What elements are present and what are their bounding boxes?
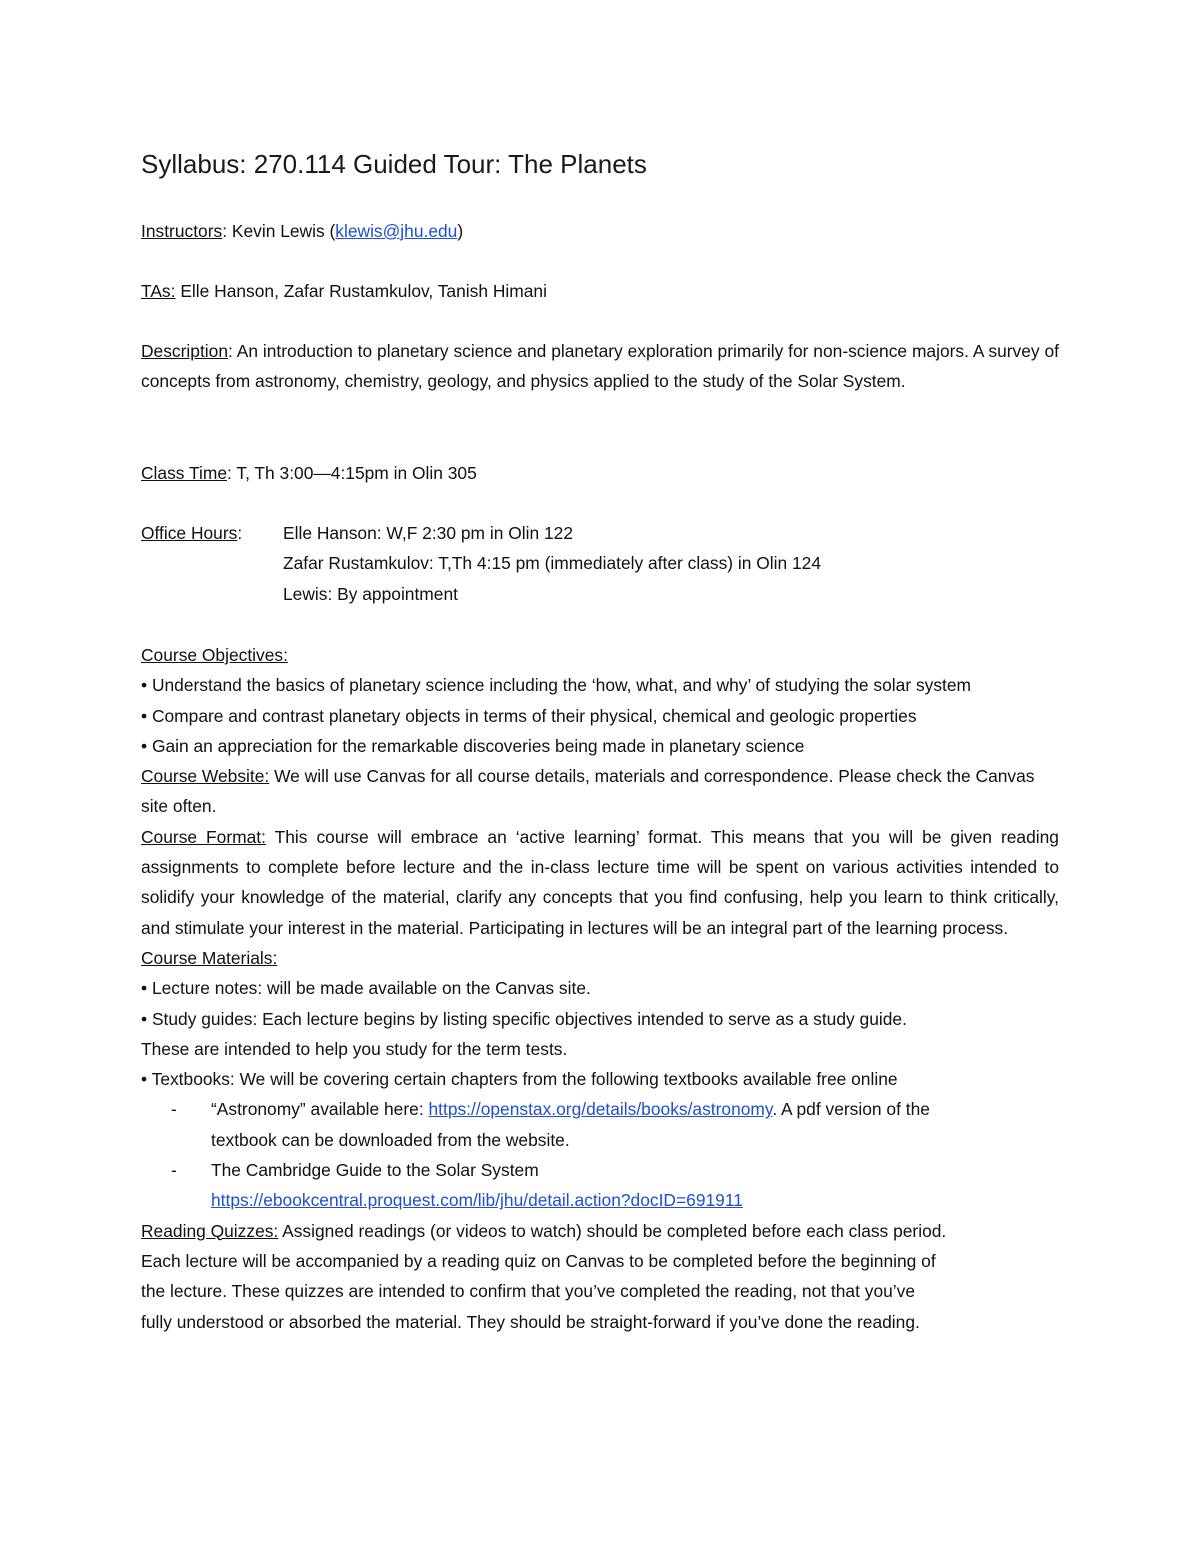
- objective-item: • Gain an appreciation for the remarkable discoveries being made in planetary science: [141, 735, 805, 756]
- office-hours-line: Elle Hanson: W,F 2:30 pm in Olin 122: [283, 523, 573, 543]
- textbook-2-title: The Cambridge Guide to the Solar System: [211, 1160, 539, 1181]
- textbook-item: [141, 1094, 1059, 1155]
- description-label: Description: [141, 341, 228, 361]
- instructor-name: Kevin Lewis: [231, 221, 325, 241]
- tas-line: [141, 276, 1059, 306]
- quizzes-line: Assigned readings (or videos to watch) should be completed before each class period.: [282, 1220, 947, 1241]
- quizzes-line: Each lecture will be accompanied by a reading quiz on Canvas to be completed before the beginning of: [141, 1250, 936, 1271]
- quizzes-line: the lecture. These quizzes are intended to confirm that you’ve completed the reading, not that you’ve: [141, 1281, 916, 1302]
- objective-item: • Compare and contrast planetary objects in terms of their physical, chemical and geologic properties: [141, 705, 917, 726]
- class-time-text: T, Th 3:00—4:15pm in Olin 305: [236, 463, 477, 483]
- main-body: [141, 640, 1059, 1337]
- tas-names: Elle Hanson, Zafar Rustamkulov, Tanish Himani: [180, 281, 547, 301]
- class-time-line: Class Time: T, Th 3:00—4:15pm in Olin 305: [141, 463, 477, 483]
- office-hours-block: [141, 518, 1059, 609]
- description-paragraph: Description: An introduction to planetary science and planetary exploration primarily for non-science majors. A survey of concepts from astronomy, chemistry, geology, and physics applied to the study of the Solar System.: [141, 341, 1059, 392]
- textbook-2-link[interactable]: https://ebookcentral.proquest.com/lib/jhu/detail.action?docID=691911: [211, 1190, 743, 1211]
- instructor-email-link[interactable]: klewis@jhu.edu: [335, 221, 458, 241]
- bullet-icon: •: [141, 1069, 148, 1090]
- description-text: An introduction to planetary science and planetary exploration primarily for non-science majors. A survey of concepts from astronomy, chemistry, geology, and physics applied to the study of the Solar System.: [141, 341, 1059, 392]
- office-hours-label: Office Hours: [141, 523, 238, 543]
- bullet-icon: •: [141, 1008, 148, 1029]
- website-paragraph: [141, 761, 1059, 822]
- dash-icon: -: [171, 1099, 177, 1120]
- textbook-1-link[interactable]: https://openstax.org/details/books/astronomy: [428, 1099, 773, 1120]
- bullet-icon: •: [141, 735, 148, 756]
- office-hours-line: Lewis: By appointment: [283, 583, 458, 604]
- textbook-item: [141, 1155, 1059, 1216]
- quizzes-label: Reading Quizzes:: [141, 1220, 279, 1241]
- materials-item-cont: These are intended to help you study for the term tests.: [141, 1038, 568, 1059]
- materials-item: • Study guides: Each lecture begins by listing specific objectives intended to serve as a study guide.: [141, 1008, 907, 1029]
- page-title: Syllabus: 270.114 Guided Tour: The Planets: [141, 149, 647, 179]
- class-time-label: Class Time: [141, 463, 228, 483]
- tas-label: TAs:: [141, 281, 176, 301]
- format-label: Course Format:: [141, 826, 266, 847]
- quizzes-paragraph: [141, 1216, 1059, 1337]
- textbook-1-prefix: “Astronomy” available here:: [211, 1099, 424, 1120]
- bullet-icon: •: [141, 675, 148, 696]
- materials-label: Course Materials:: [141, 947, 278, 968]
- website-label: Course Website:: [141, 766, 270, 787]
- office-hours-line: Zafar Rustamkulov: T,Th 4:15 pm (immediately after class) in Olin 124: [283, 553, 822, 574]
- format-text: This course will embrace an ‘active learning’ format. This means that you will be given reading assignments to complete before lecture and the in-class lecture time will be spent on various activities intended to solidify your knowledge of the material, clarify any concepts that you find confusing, help you learn to think critically, and stimulate your interest in the material. Participating in lectures will be an integral part of the learning process.: [141, 826, 1059, 938]
- format-paragraph: [141, 822, 1059, 943]
- bullet-icon: •: [141, 705, 148, 726]
- dash-icon: -: [171, 1160, 177, 1181]
- bullet-icon: •: [141, 978, 148, 999]
- office-hours-label-cell: Office Hours:: [141, 523, 243, 543]
- textbook-1-suffix: . A pdf version of the: [772, 1099, 930, 1120]
- textbook-1-cont: textbook can be downloaded from the website.: [211, 1129, 570, 1150]
- instructors-line: Instructors: Kevin Lewis (klewis@jhu.edu): [141, 221, 464, 241]
- objectives-label: Course Objectives:: [141, 645, 288, 665]
- materials-item: • Lecture notes: will be made available on the Canvas site.: [141, 978, 591, 999]
- quizzes-line: fully understood or absorbed the material. They should be straight-forward if you’ve done the reading.: [141, 1311, 920, 1332]
- instructors-label: Instructors: [141, 221, 223, 241]
- materials-item: • Textbooks: We will be covering certain chapters from the following textbooks available free online: [141, 1069, 898, 1090]
- website-text: We will use Canvas for all course details, materials and correspondence. Please check the Canvas site often.: [141, 766, 1035, 817]
- objective-item: • Understand the basics of planetary science including the ‘how, what, and why’ of studying the solar system: [141, 675, 972, 696]
